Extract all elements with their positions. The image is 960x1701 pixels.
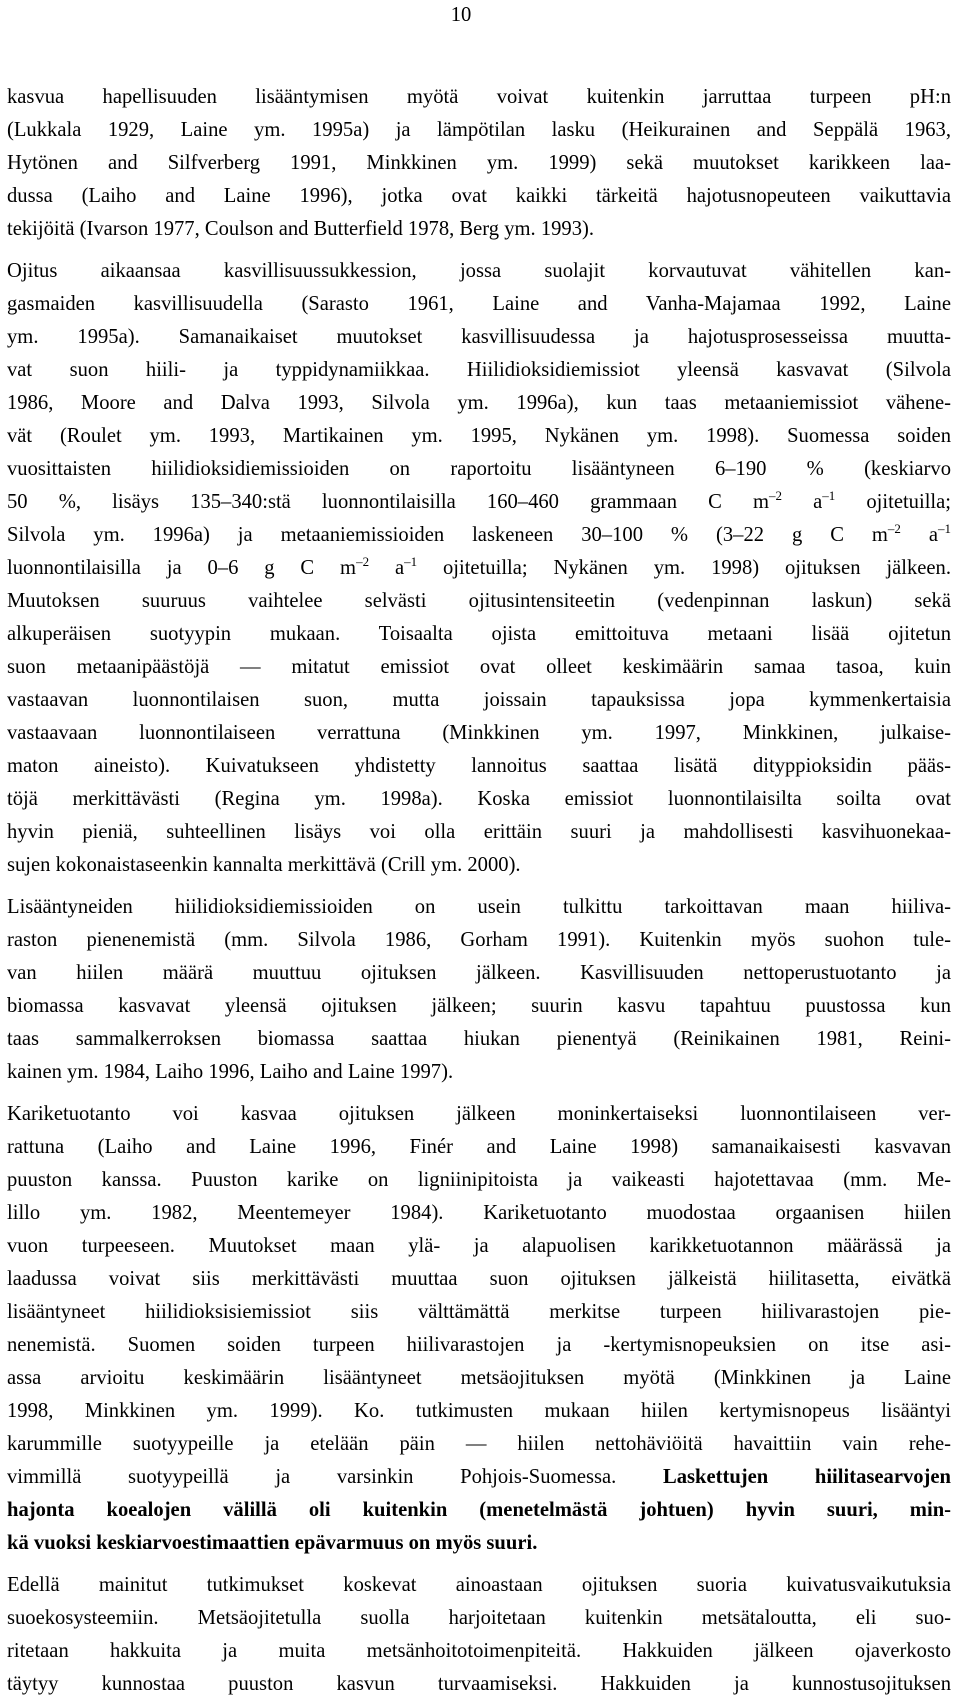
text-line: vät (Roulet ym. 1993, Martikainen ym. 1995, Nykänen ym. 1998). Suomessa soiden [7, 425, 951, 447]
text-line: vat suon hiili- ja typpidynamiikkaa. Hiilidioksidiemissiot yleensä kasvavat (Silvola [7, 359, 951, 381]
text-line: maton aineisto). Kuivatukseen yhdistetty lannoitus saattaa lisätä dityppioksidin pääs- [7, 755, 951, 777]
text-line: vuosittaisten hiilidioksidiemissioiden on raportoitu lisääntyneen 6–190 % (keskiarvo [7, 458, 951, 480]
text-line: lillo ym. 1982, Meentemeyer 1984). Kariketuotanto muodostaa orgaanisen hiilen [7, 1202, 951, 1224]
text-segment: Silvola ym. 1996a) ja metaaniemissioiden laskeneen 30–100 % (3–22 g C m [7, 524, 888, 546]
superscript: –2 [356, 554, 370, 569]
text-segment: luonnontilaisilla ja 0–6 g C m [7, 557, 357, 579]
text-line: 1998, Minkkinen ym. 1999). Ko. tutkimusten mukaan hiilen kertymisnopeus lisääntyi [7, 1400, 951, 1422]
text-line: lisääntyneet hiilidioksisiemissiot siis välttämättä merkitse turpeen hiilivarastojen pie- [7, 1301, 951, 1323]
text-line-with-units: luonnontilaisilla ja 0–6 g C $m^{-2}$ $a^{-1}$ ojitetuilla; Nykänen ym. 1998) ojituksen jälkeen. [7, 554, 951, 579]
text-line: taas sammalkerroksen biomassa saattaa hiukan pienentyä (Reinikainen 1981, Reini- [7, 1028, 951, 1050]
text-line: gasmaiden kasvillisuudella (Sarasto 1961, Laine and Vanha-Majamaa 1992, Laine [7, 293, 951, 315]
text-line: assa arvioitu keskimäärin lisääntyneet metsäojituksen myötä (Minkkinen ja Laine [7, 1367, 951, 1389]
text-segment: ojitetuilla; Nykänen ym. 1998) ojituksen jälkeen. [417, 557, 951, 579]
text-line: 1986, Moore and Dalva 1993, Silvola ym. 1996a), kun taas metaaniemissiot vähene- [7, 392, 951, 414]
superscript: –2 [768, 488, 782, 503]
text-line: Kariketuotanto voi kasvaa ojituksen jälkeen moninkertaiseksi luonnontilaiseen ver- [7, 1103, 951, 1125]
text-line-with-bold [7, 1460, 951, 1494]
text-line: puuston kanssa. Puuston karike on ligniinipitoista ja vaikeasti hajotettavaa (mm. Me- [7, 1169, 951, 1191]
text-line: biomassa kasvavat yleensä ojituksen jälkeen; suurin kasvu tapahtuu puustossa kun [7, 995, 951, 1017]
text-line: karummille suotyypeille ja etelään päin — hiilen nettohäviöitä havaittiin vain rehe- [7, 1433, 951, 1455]
text-line: suoekosysteemiin. Metsäojitetulla suolla harjoitetaan kuitenkin metsätaloutta, eli suo- [7, 1607, 951, 1629]
superscript: –1 [822, 488, 836, 503]
text-line-with-units: 50 %, lisäys 135–340:stä luonnontilaisilla 160–460 grammaan C $m^{-2}$ $a^{-1}$ ojitetuilla; [7, 488, 951, 513]
text-line: töjä merkittävästi (Regina ym. 1998a). Koska emissiot luonnontilaisilta soilta ovat [7, 788, 951, 810]
text-line: kasvua hapellisuuden lisääntymisen myötä voivat kuitenkin jarruttaa turpeen pH:n [7, 86, 951, 108]
text-segment: 50 %, lisäys 135–340:stä luonnontilaisilla 160–460 grammaan C m [7, 491, 769, 513]
text-segment: ojitetuilla; [835, 491, 951, 513]
text-line: ritetaan hakkuita ja muita metsänhoitotoimenpiteitä. Hakkuiden jälkeen ojaverkosto [7, 1640, 951, 1662]
text-line: dussa (Laiho and Laine 1996), jotka ovat kaikki tärkeitä hajotusnopeuteen vaikuttavia [7, 185, 951, 207]
text-line: Hytönen and Silfverberg 1991, Minkkinen ym. 1999) sekä muutokset karikkeen laa- [7, 152, 951, 174]
superscript: –2 [887, 521, 901, 536]
text-line: tekijöitä (Ivarson 1977, Coulson and Butterfield 1978, Berg ym. 1993). [7, 218, 595, 240]
text-line: Edellä mainitut tutkimukset koskevat ainoastaan ojituksen suoria kuivatusvaikutuksia [7, 1574, 951, 1596]
text-line: Lisääntyneiden hiilidioksidiemissioiden on usein tulkittu tarkoittavan maan hiiliva- [7, 896, 951, 918]
text-line: Muutoksen suuruus vaihtelee selvästi ojitusintensiteetin (vedenpinnan laskun) sekä [7, 590, 951, 612]
text-line-with-units: Silvola ym. 1996a) ja metaaniemissioiden laskeneen 30–100 % (3–22 g C $m^{-2}$ $a^{-1}$ [7, 521, 951, 546]
text-line: alkuperäisen suotyypin mukaan. Toisaalta ojista emittoituva metaani lisää ojitetun [7, 623, 951, 645]
text-line: rattuna (Laiho and Laine 1996, Finér and Laine 1998) samanaikaisesti kasvavan [7, 1136, 951, 1158]
text-line: raston pienenemistä (mm. Silvola 1986, Gorham 1991). Kuitenkin myös suohon tule- [7, 929, 951, 951]
text-line: sujen kokonaistaseenkin kannalta merkittävä (Crill ym. 2000). [7, 854, 521, 876]
text-line: laadussa voivat siis merkittävästi muuttaa suon ojituksen jälkeistä hiilitasetta, eivätkä [7, 1268, 951, 1290]
text-line: täytyy kunnostaa puuston kasvun turvaamiseksi. Hakkuiden ja kunnostusojituksen [7, 1673, 951, 1695]
text-line: suon metaanipäästöjä — mitatut emissiot ovat olleet keskimäärin samaa tasoa, kuin [7, 656, 951, 678]
text-line: hyvin pieniä, suhteellinen lisäys voi olla erittäin suuri ja mahdollisesti kasvihuonekaa- [7, 821, 951, 843]
text-line: kainen ym. 1984, Laiho 1996, Laiho and Laine 1997). [7, 1061, 454, 1083]
bold-text-line: hajonta koealojen välillä oli kuitenkin (menetelmästä johtuen) hyvin suuri, min- [7, 1499, 951, 1521]
bold-text-segment: Laskettujen hiilitasearvojen [662, 1466, 951, 1488]
text-line: (Lukkala 1929, Laine ym. 1995a) ja lämpötilan lasku (Heikurainen and Seppälä 1963, [7, 119, 951, 141]
superscript: –1 [404, 554, 418, 569]
text-segment: vimmillä suotyypeillä ja varsinkin Pohjois-Suomessa. [7, 1466, 617, 1488]
text-line: vastaavaan luonnontilaiseen verrattuna (Minkkinen ym. 1997, Minkkinen, julkaise- [7, 722, 951, 744]
text-line: ym. 1995a). Samanaikaiset muutokset kasvillisuudessa ja hajotusprosesseissa muutta- [7, 326, 951, 348]
text-line: nenemistä. Suomen soiden turpeen hiilivarastojen ja -kertymisnopeuksien on itse asi- [7, 1334, 951, 1356]
superscript: –1 [937, 521, 951, 536]
text-line: vastaavan luonnontilaisen suon, mutta joissain tapauksissa jopa kymmenkertaisia [7, 689, 951, 711]
page-number: 10 [450, 4, 472, 26]
text-line: vuon turpeeseen. Muutokset maan ylä- ja alapuolisen karikketuotannon määrässä ja [7, 1235, 951, 1257]
bold-text-line: kä vuoksi keskiarvoestimaattien epävarmuus on myös suuri. [7, 1532, 538, 1554]
text-line: Ojitus aikaansaa kasvillisuussukkession, jossa suolajit korvautuvat vähitellen kan- [7, 260, 951, 282]
text-line: van hiilen määrä muuttuu ojituksen jälkeen. Kasvillisuuden nettoperustuotanto ja [7, 962, 951, 984]
